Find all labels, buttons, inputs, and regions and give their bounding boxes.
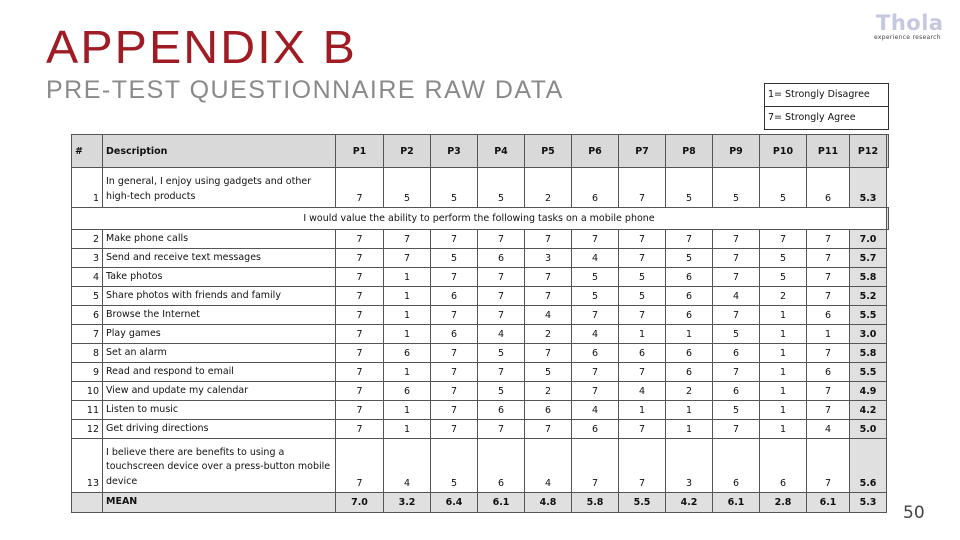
- row-description: Share photos with friends and family: [103, 287, 336, 306]
- participant-score: 6: [666, 306, 713, 325]
- participant-mean: 4.2: [666, 493, 713, 513]
- row-number: 13: [72, 439, 103, 493]
- participant-score: 7: [431, 268, 478, 287]
- participant-score: 1: [760, 344, 807, 363]
- participant-score: 7: [807, 287, 850, 306]
- row-description: Listen to music: [103, 401, 336, 420]
- column-header: P2: [384, 135, 431, 168]
- participant-score: 5: [619, 268, 666, 287]
- row-mean: 5.8: [850, 344, 887, 363]
- participant-score: 2: [525, 325, 572, 344]
- mean-row-label: MEAN: [103, 493, 336, 513]
- participant-score: 5: [760, 168, 807, 208]
- participant-score: 7: [619, 439, 666, 493]
- participant-mean: 6.1: [478, 493, 525, 513]
- table-row: [72, 249, 889, 268]
- participant-score: 1: [666, 401, 713, 420]
- participant-score: 7: [713, 230, 760, 249]
- slide-title: APPENDIX B: [46, 21, 357, 73]
- participant-score: 6: [807, 168, 850, 208]
- column-header: P3: [431, 135, 478, 168]
- row-mean: 5.0: [850, 420, 887, 439]
- participant-score: 6: [807, 306, 850, 325]
- participant-score: 1: [760, 306, 807, 325]
- table-row: [72, 401, 889, 420]
- participant-score: 7: [431, 401, 478, 420]
- row-number: 11: [72, 401, 103, 420]
- row-description: View and update my calendar: [103, 382, 336, 401]
- column-header: P1: [336, 135, 384, 168]
- row-mean: 3.0: [850, 325, 887, 344]
- row-mean: 7.0: [850, 230, 887, 249]
- participant-score: 7: [431, 382, 478, 401]
- row-description: Read and respond to email: [103, 363, 336, 382]
- row-number: 4: [72, 268, 103, 287]
- table-row: [72, 306, 889, 325]
- row-number: 3: [72, 249, 103, 268]
- participant-score: 7: [336, 306, 384, 325]
- participant-mean: 6.1: [713, 493, 760, 513]
- participant-score: 1: [666, 420, 713, 439]
- participant-score: 5: [713, 325, 760, 344]
- participant-score: 5: [384, 168, 431, 208]
- participant-score: 7: [807, 382, 850, 401]
- participant-score: 7: [807, 268, 850, 287]
- participant-score: 7: [336, 249, 384, 268]
- participant-score: 7: [384, 249, 431, 268]
- participant-score: 7: [384, 230, 431, 249]
- participant-score: 7: [619, 230, 666, 249]
- participant-score: 6: [760, 439, 807, 493]
- row-mean: 5.5: [850, 363, 887, 382]
- participant-mean: 6.4: [431, 493, 478, 513]
- participant-score: 7: [336, 268, 384, 287]
- participant-score: 6: [572, 168, 619, 208]
- participant-score: 1: [760, 382, 807, 401]
- participant-score: 7: [619, 363, 666, 382]
- row-description: Take photos: [103, 268, 336, 287]
- participant-score: 7: [431, 230, 478, 249]
- participant-score: 7: [336, 382, 384, 401]
- participant-mean: 7.0: [336, 493, 384, 513]
- participant-score: 3: [525, 249, 572, 268]
- participant-score: 7: [666, 230, 713, 249]
- participant-score: 6: [478, 401, 525, 420]
- participant-score: 5: [431, 249, 478, 268]
- legend-high: 7= Strongly Agree: [765, 106, 888, 129]
- participant-score: 7: [336, 363, 384, 382]
- participant-score: 2: [525, 382, 572, 401]
- participant-score: 6: [713, 382, 760, 401]
- participant-score: 6: [713, 344, 760, 363]
- participant-score: 5: [760, 268, 807, 287]
- participant-score: 1: [384, 363, 431, 382]
- participant-score: 7: [336, 230, 384, 249]
- participant-score: 7: [525, 344, 572, 363]
- table-row: [72, 230, 889, 249]
- row-description: Send and receive text messages: [103, 249, 336, 268]
- participant-score: 7: [478, 287, 525, 306]
- participant-score: 6: [572, 420, 619, 439]
- row-number: 9: [72, 363, 103, 382]
- participant-score: 7: [713, 306, 760, 325]
- participant-score: 1: [760, 420, 807, 439]
- participant-score: 7: [713, 249, 760, 268]
- participant-score: 7: [478, 306, 525, 325]
- row-mean: 5.5: [850, 306, 887, 325]
- participant-score: 5: [619, 287, 666, 306]
- row-description: Set an alarm: [103, 344, 336, 363]
- participant-score: 7: [713, 363, 760, 382]
- participant-score: 7: [572, 306, 619, 325]
- participant-score: 7: [431, 344, 478, 363]
- participant-score: 5: [572, 287, 619, 306]
- participant-score: 7: [619, 306, 666, 325]
- participant-score: 4: [478, 325, 525, 344]
- participant-score: 6: [807, 363, 850, 382]
- participant-score: 7: [336, 325, 384, 344]
- section-mean-cell: [887, 208, 889, 230]
- table-row: [72, 325, 889, 344]
- participant-score: 4: [807, 420, 850, 439]
- mean-row-number: [72, 493, 103, 513]
- row-number: 2: [72, 230, 103, 249]
- participant-score: 1: [384, 420, 431, 439]
- participant-score: 4: [713, 287, 760, 306]
- column-header: P9: [713, 135, 760, 168]
- column-header: P12: [850, 135, 887, 168]
- participant-score: 6: [666, 268, 713, 287]
- row-mean: 5.2: [850, 287, 887, 306]
- row-number: 12: [72, 420, 103, 439]
- table-row: [72, 287, 889, 306]
- participant-score: 5: [431, 168, 478, 208]
- section-heading: I would value the ability to perform the following tasks on a mobile phone: [72, 208, 887, 230]
- participant-score: 4: [572, 249, 619, 268]
- participant-score: 7: [336, 401, 384, 420]
- participant-score: 1: [760, 401, 807, 420]
- participant-score: 7: [478, 268, 525, 287]
- participant-score: 5: [713, 168, 760, 208]
- row-mean: 5.6: [850, 439, 887, 493]
- column-header: P10: [760, 135, 807, 168]
- participant-score: 5: [666, 249, 713, 268]
- participant-score: 5: [431, 439, 478, 493]
- participant-score: 1: [760, 325, 807, 344]
- participant-score: 7: [525, 287, 572, 306]
- row-mean: 4.2: [850, 401, 887, 420]
- participant-score: 7: [807, 439, 850, 493]
- participant-score: 1: [384, 268, 431, 287]
- participant-score: 1: [384, 287, 431, 306]
- column-header: P5: [525, 135, 572, 168]
- scale-legend: [764, 83, 889, 130]
- overall-mean: 5.3: [850, 493, 887, 513]
- table-row: [72, 439, 889, 493]
- row-number: 7: [72, 325, 103, 344]
- participant-score: 1: [807, 325, 850, 344]
- participant-score: 7: [525, 230, 572, 249]
- participant-score: 6: [525, 401, 572, 420]
- participant-score: 7: [572, 363, 619, 382]
- participant-score: 1: [760, 363, 807, 382]
- participant-score: 6: [619, 344, 666, 363]
- participant-score: 7: [807, 344, 850, 363]
- participant-mean: 4.8: [525, 493, 572, 513]
- row-number: 1: [72, 168, 103, 208]
- participant-score: 7: [619, 249, 666, 268]
- participant-score: 7: [431, 306, 478, 325]
- participant-score: 5: [525, 363, 572, 382]
- table-row: [72, 168, 889, 208]
- participant-score: 4: [525, 306, 572, 325]
- column-header: P6: [572, 135, 619, 168]
- row-description: Play games: [103, 325, 336, 344]
- participant-score: 7: [431, 363, 478, 382]
- participant-mean: 6.1: [807, 493, 850, 513]
- participant-score: 5: [760, 249, 807, 268]
- participant-score: 7: [619, 420, 666, 439]
- participant-score: 7: [336, 344, 384, 363]
- participant-score: 6: [666, 363, 713, 382]
- row-number: 8: [72, 344, 103, 363]
- column-header: P4: [478, 135, 525, 168]
- participant-score: 6: [666, 287, 713, 306]
- participant-score: 6: [478, 249, 525, 268]
- logo-tagline: experience research: [874, 34, 941, 41]
- participant-score: 4: [619, 382, 666, 401]
- participant-mean: 2.8: [760, 493, 807, 513]
- participant-score: 7: [431, 420, 478, 439]
- participant-score: 5: [666, 168, 713, 208]
- column-header: #: [72, 135, 103, 168]
- participant-score: 7: [478, 230, 525, 249]
- participant-score: 7: [336, 287, 384, 306]
- section-row: [72, 208, 889, 230]
- participant-mean: 5.5: [619, 493, 666, 513]
- participant-score: 7: [336, 168, 384, 208]
- participant-score: 7: [807, 401, 850, 420]
- row-description: I believe there are benefits to using a touchscreen device over a press-button mobile device: [103, 439, 336, 493]
- table-row: [72, 420, 889, 439]
- participant-mean: 3.2: [384, 493, 431, 513]
- column-header: Description: [103, 135, 336, 168]
- participant-score: 7: [336, 420, 384, 439]
- row-mean: 5.7: [850, 249, 887, 268]
- table-row: [72, 382, 889, 401]
- company-logo: [874, 12, 944, 44]
- participant-score: 6: [572, 344, 619, 363]
- row-description: Make phone calls: [103, 230, 336, 249]
- participant-score: 7: [572, 230, 619, 249]
- row-mean: 4.9: [850, 382, 887, 401]
- participant-score: 5: [478, 382, 525, 401]
- table-body: [72, 168, 889, 513]
- raw-data-table: [71, 134, 889, 513]
- participant-score: 4: [572, 325, 619, 344]
- legend-low: 1= Strongly Disagree: [768, 89, 870, 100]
- row-mean: 5.3: [850, 168, 887, 208]
- participant-score: 7: [713, 268, 760, 287]
- table-row: [72, 268, 889, 287]
- slide-subtitle: PRE-TEST QUESTIONNAIRE RAW DATA: [46, 76, 564, 104]
- participant-score: 5: [478, 168, 525, 208]
- participant-score: 6: [478, 439, 525, 493]
- row-number: 6: [72, 306, 103, 325]
- participant-score: 2: [525, 168, 572, 208]
- participant-score: 1: [384, 306, 431, 325]
- participant-score: 7: [572, 382, 619, 401]
- participant-score: 5: [713, 401, 760, 420]
- participant-score: 1: [384, 401, 431, 420]
- participant-score: 7: [336, 439, 384, 493]
- participant-score: 4: [572, 401, 619, 420]
- participant-score: 6: [713, 439, 760, 493]
- column-header: P8: [666, 135, 713, 168]
- participant-score: 5: [478, 344, 525, 363]
- logo-wordmark: Thola: [876, 11, 944, 35]
- participant-score: 4: [525, 439, 572, 493]
- column-header: P7: [619, 135, 666, 168]
- row-description: In general, I enjoy using gadgets and other high-tech products: [103, 168, 336, 208]
- page-number: 50: [903, 503, 925, 523]
- participant-score: 6: [431, 325, 478, 344]
- column-header: [887, 135, 889, 168]
- participant-score: 1: [666, 325, 713, 344]
- participant-score: 7: [478, 363, 525, 382]
- column-header: P11: [807, 135, 850, 168]
- participant-score: 2: [666, 382, 713, 401]
- participant-score: 7: [478, 420, 525, 439]
- participant-score: 2: [760, 287, 807, 306]
- mean-row: [72, 493, 889, 513]
- participant-score: 7: [807, 249, 850, 268]
- participant-score: 7: [619, 168, 666, 208]
- row-number: 5: [72, 287, 103, 306]
- participant-score: 7: [572, 439, 619, 493]
- participant-score: 7: [525, 420, 572, 439]
- participant-score: 4: [384, 439, 431, 493]
- participant-score: 6: [384, 344, 431, 363]
- participant-score: 5: [572, 268, 619, 287]
- table-row: [72, 363, 889, 382]
- participant-mean: 5.8: [572, 493, 619, 513]
- row-description: Get driving directions: [103, 420, 336, 439]
- row-number: 10: [72, 382, 103, 401]
- participant-score: 1: [619, 325, 666, 344]
- participant-score: 7: [760, 230, 807, 249]
- participant-score: 6: [431, 287, 478, 306]
- participant-score: 7: [713, 420, 760, 439]
- participant-score: 1: [619, 401, 666, 420]
- participant-score: 1: [384, 325, 431, 344]
- table-row: [72, 344, 889, 363]
- participant-score: 6: [384, 382, 431, 401]
- row-mean: 5.8: [850, 268, 887, 287]
- table-header-row: [72, 135, 889, 168]
- participant-score: 7: [807, 230, 850, 249]
- participant-score: 6: [666, 344, 713, 363]
- participant-score: 3: [666, 439, 713, 493]
- participant-score: 7: [525, 268, 572, 287]
- row-description: Browse the Internet: [103, 306, 336, 325]
